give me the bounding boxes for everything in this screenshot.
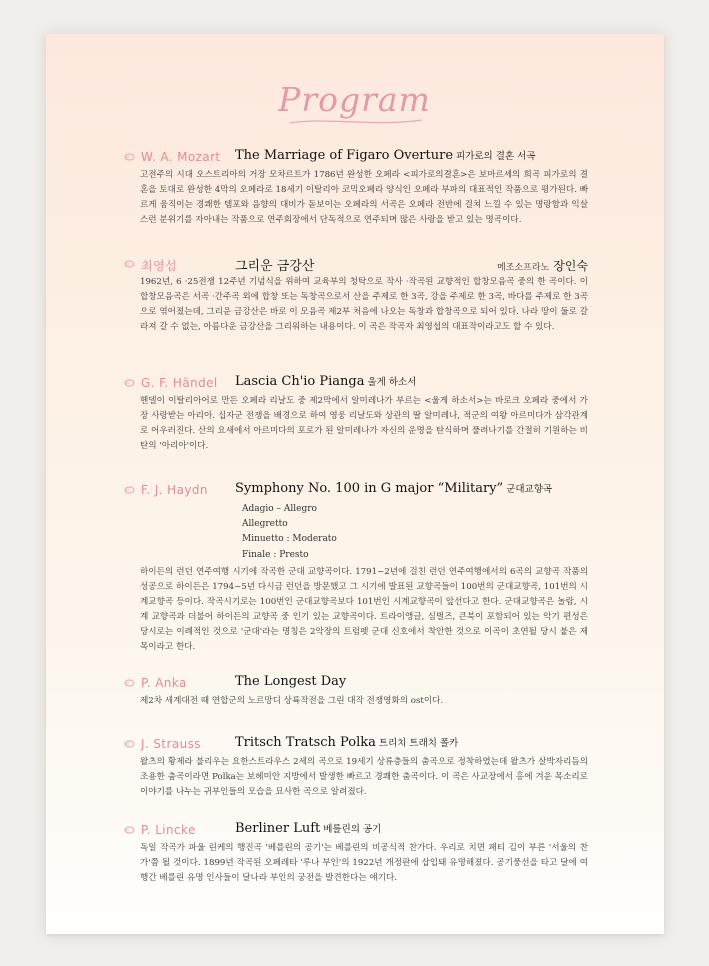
work-title xyxy=(235,821,381,836)
work-title xyxy=(235,735,458,750)
work-title-ko: 울게 하소서 xyxy=(367,377,417,388)
performer-name: 장인숙 xyxy=(553,259,588,273)
work-description: 1962년, 6 ·25전쟁 12주년 기념식을 위하여 교육부의 청탁으로 작사 ·작곡된 교향적인 합창모음곡 중의 한 곡이다. 이 합창모음곡은 서곡 ·간주곡 외에 합창 또는 독창곡으로서 산을 주제로 한 3곡, 강을 주제로 한 3곡, 바다를 주제로 한 3곡으로 엮어졌는데, 그리운 금강산은 바로 이 모음곡 제2부 처음에 나오는 독창과 합창곡으로 되어 있다. 나라 땅이 둘로 갈라져 갈 수 없는, 아름다운 금강산을 그리워하는 내용이다. 이 곡은 작곡자 최영섭의 대표작이라고도 할 수 있다. xyxy=(140,277,588,333)
work-title-en: The Marriage of Figaro Overture xyxy=(235,148,454,163)
work-title xyxy=(235,674,346,689)
program-entry-lincke xyxy=(124,823,588,886)
bullet-icon xyxy=(124,486,135,494)
work-description: 하이든의 런던 연주여행 시기에 작곡한 군대 교향곡이다. 1791~2년에 걸친 런던 연주여행에서의 6곡의 교향곡 작품의 성공으로 하이든은 1794~5년 다시금 런던을 방문했고 그 시기에 발표된 교향곡들이 100번의 군대교향곡, 101번의 시계교향곡 등이다. 작곡시기로는 100번인 군대교향곡보다 101번인 시계교향곡이 앞선다고 한다. 군대교향곡은 놀람, 시계 교향곡과 더불어 하이든의 교향곡 중 인기 있는 교향곡이다. 트라이앵글, 심벌즈, 큰북이 포함되어 있는 악기 편성은 당시로는 이례적인 것으로 '군대'라는 명칭은 2악장의 트럼펫 군대 신호에서 착안한 것으로 이곡이 초연될 당시 붙은 제목이라고 한다. xyxy=(140,566,588,653)
bullet-icon xyxy=(124,260,135,268)
work-title-en: Berliner Luft xyxy=(235,821,321,836)
composer-name: P. Lincke xyxy=(141,823,196,837)
composer-name: W. A. Mozart xyxy=(141,150,221,164)
composer-name: F. J. Haydn xyxy=(141,483,208,497)
program-entry-haydn xyxy=(124,483,588,655)
work-title xyxy=(235,374,416,389)
composer-name: J. Strauss xyxy=(141,737,201,751)
movement-item: Adagio – Allegro xyxy=(242,504,317,514)
work-title-en: Symphony No. 100 in G major “Military” xyxy=(235,481,504,496)
program-entry-strauss xyxy=(124,737,588,800)
program-entry-choi xyxy=(124,257,588,335)
bullet-icon xyxy=(124,679,135,687)
work-description: 고전주의 시대 오스트리아의 거장 모차르트가 1786년 완성한 오페라 <피가로의결혼>은 보마르셰의 희곡 피가로의 결혼을 토대로 완성한 4막의 오페라로 18세기 이탈리아 코믹오페라 양식인 오페라 부파의 대표적인 작품으로 평가된다. 빠르게 움직이는 경쾌한 템포와 음향의 대비가 돋보이는 오페라의 서곡은 오페라 전반에 걸쳐 느낄 수 있는 명랑함과 익살스런 분위기를 자아내는 작품으로 연주회장에서 단독적으로 연주되며 많은 사랑을 받고 있는 명곡이다. xyxy=(140,170,588,226)
work-title xyxy=(235,481,552,496)
bullet-icon xyxy=(124,379,135,387)
program-entry-anka xyxy=(124,676,588,709)
work-title-ko: 피가로의 결혼 서곡 xyxy=(456,151,536,162)
page-title: Program xyxy=(278,80,431,119)
work-title-ko: 트리치 트래치 폴카 xyxy=(378,738,459,749)
movement-item: Finale : Presto xyxy=(242,549,309,560)
work-description: 제2차 세계대전 때 연합군의 노르망디 상륙작전을 그린 대작 전쟁영화의 ost이다. xyxy=(140,696,444,706)
program-entry-mozart xyxy=(124,150,588,228)
composer-name: G. F. Händel xyxy=(141,376,218,390)
title-flourish xyxy=(286,116,426,128)
work-title xyxy=(235,255,314,274)
bullet-icon xyxy=(124,153,135,161)
bullet-icon xyxy=(124,826,135,834)
composer-name: 최영섭 xyxy=(141,259,177,273)
work-title-en: Lascia Ch'io Pianga xyxy=(235,374,365,389)
work-title-ko: 베를린의 공기 xyxy=(323,824,382,835)
work-title-en: Tritsch Tratsch Polka xyxy=(235,735,376,750)
work-title-ko: 그리운 금강산 xyxy=(235,259,315,274)
performer-role: 메조소프라노 xyxy=(497,263,550,273)
work-title xyxy=(235,148,536,163)
program-entry-handel xyxy=(124,376,588,454)
work-description: 헨델이 이탈리아어로 만든 오페라 리날도 중 제2막에서 알미레나가 부르는 <울게 하소서>는 바로크 오페라 중에서 가장 사랑받는 아리아. 십자군 전쟁을 배경으로 하여 영웅 리날도와 상관의 딸 알미레나, 적군의 여왕 아르미다가 삼각관계로 어우러진다. 산의 요새에서 아르미다의 포로가 된 알미레나가 자신의 운명을 탄식하며 풀려나기를 간절히 기원하는 비탄의 '아리아'이다. xyxy=(140,396,588,452)
work-description: 왈츠의 황제라 불리우는 요한스트라우스 2세의 곡으로 19세기 상류층들의 춤곡으로 정착하였는데 왈츠가 살박자리듬의 조용한 춤곡이라면 Polka는 보헤미안 지방에서 발생한 빠르고 경쾌한 춤곡이다. 이 곡은 사교장에서 홍에 겨운 목소리로 이야기를 나누는 귀부인들의 모습을 묘사한 곡으로 알려졌다. xyxy=(140,757,588,798)
work-title-ko: 군대교향곡 xyxy=(506,484,553,495)
movement-item: Minuetto : Moderato xyxy=(242,534,337,545)
movement-item: Allegretto xyxy=(242,519,288,530)
work-description: 독일 작곡가 파울 린케의 행진곡 '베를린의 공기'는 베를린의 비공식적 찬가다. 우리로 치면 패티 김이 부른 '서울의 찬가'쯤 될 것이다. 1899년 작곡된 오페레타 '루나 부인'의 1922년 개정판에 삽입돼 유명해졌다. 공기풍선을 타고 달에 여행간 베를린 유명 인사들이 달나라 부인의 궁전을 발견한다는 얘기다. xyxy=(140,843,588,884)
bullet-icon xyxy=(124,740,135,748)
movement-list xyxy=(242,502,588,563)
work-title-en: The Longest Day xyxy=(235,674,347,689)
composer-name: P. Anka xyxy=(141,676,187,690)
performer xyxy=(497,257,588,274)
